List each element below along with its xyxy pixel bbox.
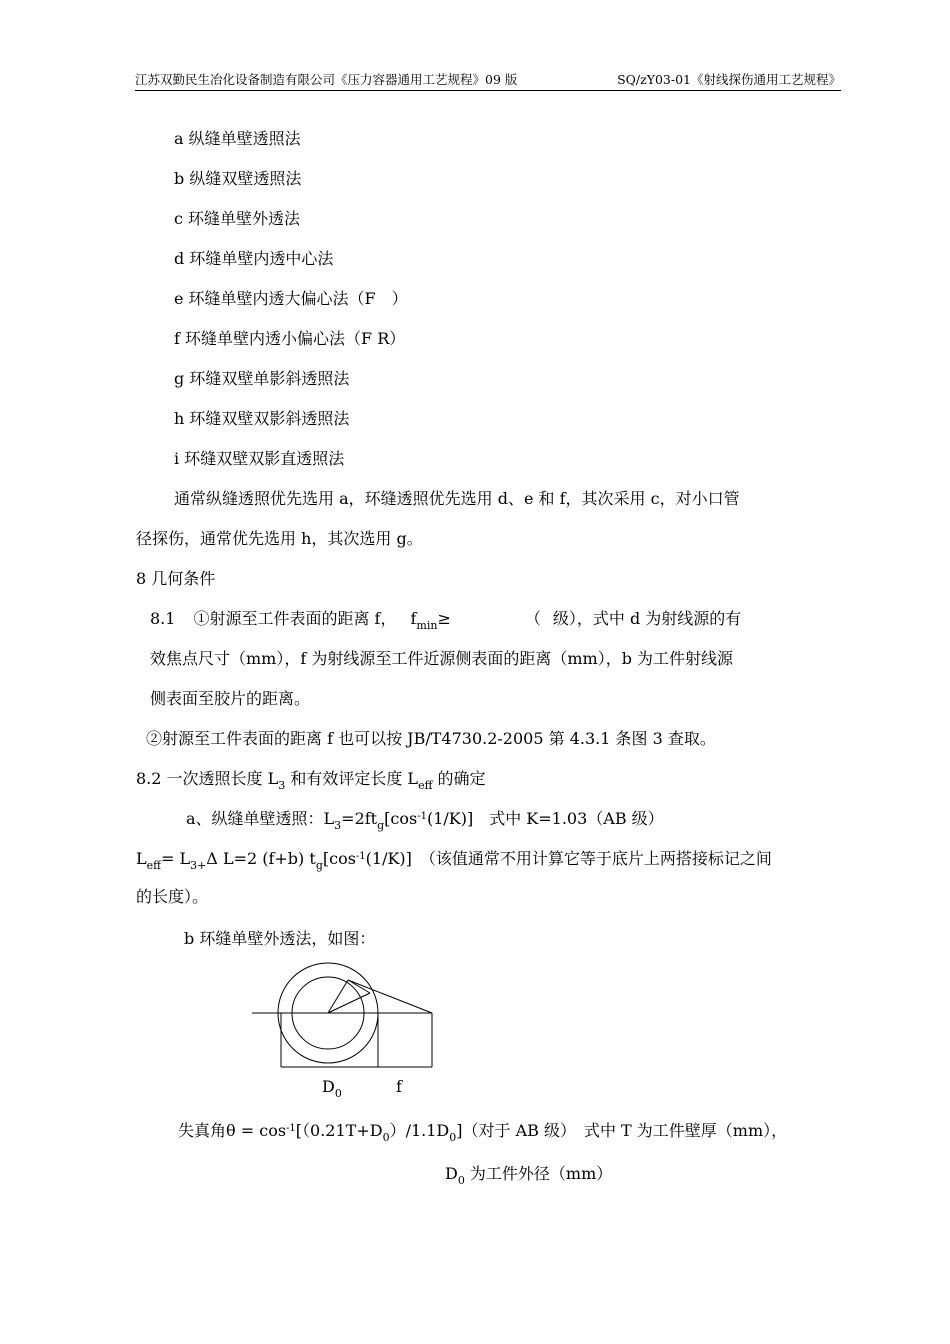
leff-part1: L [136,849,147,868]
formula-a-part3: [cos [384,809,418,828]
leff-part2: = L [160,849,191,868]
s81-line2: 效焦点尺寸（mm），f 为射线源至工件近源侧表面的距离（mm），b 为工件射线源 [150,649,734,668]
section8-title: 8 几何条件 [136,569,216,588]
method-c: c 环缝单壁外透法 [174,209,301,228]
label-d: D [322,1077,335,1096]
diagram-label-f: f [396,1077,402,1096]
diagram-label-d0 [322,1077,342,1100]
leff-sub3: g [315,859,323,872]
formula-a-sub1: 3 [334,819,342,832]
ring-weld-diagram [248,960,448,1075]
method-f: f 环缝单壁内透小偏心法（F R） [174,329,406,348]
s82-formula-a [186,809,664,832]
method-i: i 环缝双壁双影直透照法 [174,449,345,468]
s81-num: 8.1 [150,609,176,628]
formula-a-sup: -1 [417,811,427,822]
label-d-sub: 0 [334,1087,342,1100]
s82-title-sub2: eff [418,779,433,792]
formula-a-part4: (1/K)] 式中 K=1.03（AB 级） [426,809,664,828]
leff-sub2: 3+ [190,859,207,872]
s81-line4: ②射源至工件表面的距离 f 也可以按 JB/T4730.2-2005 第 4.3.1 条图 3 查取。 [146,729,716,748]
distortion-l2-sub: 0 [457,1174,465,1187]
distortion-part1: 失真角θ [178,1121,241,1140]
s81-ge: ≥ [437,609,451,628]
s82-title-part1: 8.2 一次透照长度 L [136,769,279,788]
s82-formula-leff [136,849,772,872]
formula-a-part2: =2ft [341,809,378,828]
header-left: 江苏双勤民生冶化设备制造有限公司《压力容器通用工艺规程》09 版 [135,72,518,87]
distortion-part4: ）/1.1D [389,1121,450,1140]
distortion-part5: ]（对于 AB 级） 式中 T 为工件壁厚（mm）， [456,1121,788,1140]
para1-line2: 径探伤，通常优先选用 h，其次选用 g。 [136,529,423,548]
formula-a-part1: a、纵缝单壁透照：L [186,809,335,828]
leff-part4: [cos [322,849,356,868]
s81-pre: ①射源至工件表面的距离 f， [193,609,397,628]
s81-min: min [416,619,438,632]
s81-paren: （ [524,609,541,628]
distortion-formula [178,1121,788,1144]
s82-b-title: b 环缝单壁外透法，如图： [184,929,376,948]
s81-f: f [410,609,417,628]
beam-upper [348,980,432,1013]
page-header [135,70,841,91]
distortion-sub1: 0 [382,1131,390,1144]
method-g: g 环缝双壁单影斜透照法 [174,369,350,388]
method-h: h 环缝双壁双影斜透照法 [174,409,350,428]
distortion-part3: [（0.21T+D [295,1121,383,1140]
para1-line1: 通常纵缝透照优先选用 a，环缝透照优先选用 d、e 和 f，其次采用 c，对小口管 [174,489,740,508]
s81-line3: 侧表面至胶片的距离。 [150,689,311,708]
header-right: SQ/zY03-01《射线探伤通用工艺规程》 [617,72,841,87]
leff-sub1: eff [146,859,161,872]
s82-title-part3: 的确定 [432,769,486,788]
s82-title-part2: 和有效评定长度 L [285,769,419,788]
distortion-sub2: 0 [449,1131,457,1144]
leff-part5: (1/K)] （该值通常不用计算它等于底片上两搭接标记之间 [365,849,772,868]
method-e: e 环缝单壁内透大偏心法（F ） [174,289,408,308]
leff-part3: Δ L=2 (f+b) t [206,849,316,868]
distortion-sup: -1 [286,1123,296,1134]
s82-title-sub1: 3 [278,779,286,792]
method-b: b 纵缝双壁透照法 [174,169,302,188]
s82-leff-line2: 的长度）。 [136,887,209,906]
s81-line1 [150,609,742,632]
distortion-l2-text: 为工件外径（mm） [464,1164,613,1183]
distortion-line2 [445,1164,613,1187]
method-d: d 环缝单壁内透中心法 [174,249,334,268]
method-a: a 纵缝单壁透照法 [174,129,301,148]
distortion-part2: = cos [240,1121,287,1140]
distortion-l2-d: D [445,1164,458,1183]
s82-title [136,769,486,792]
leff-sup: -1 [355,851,366,862]
s81-grade: 级），式中 d 为射线源的有 [552,609,742,628]
formula-a-sub2: g [377,819,385,832]
